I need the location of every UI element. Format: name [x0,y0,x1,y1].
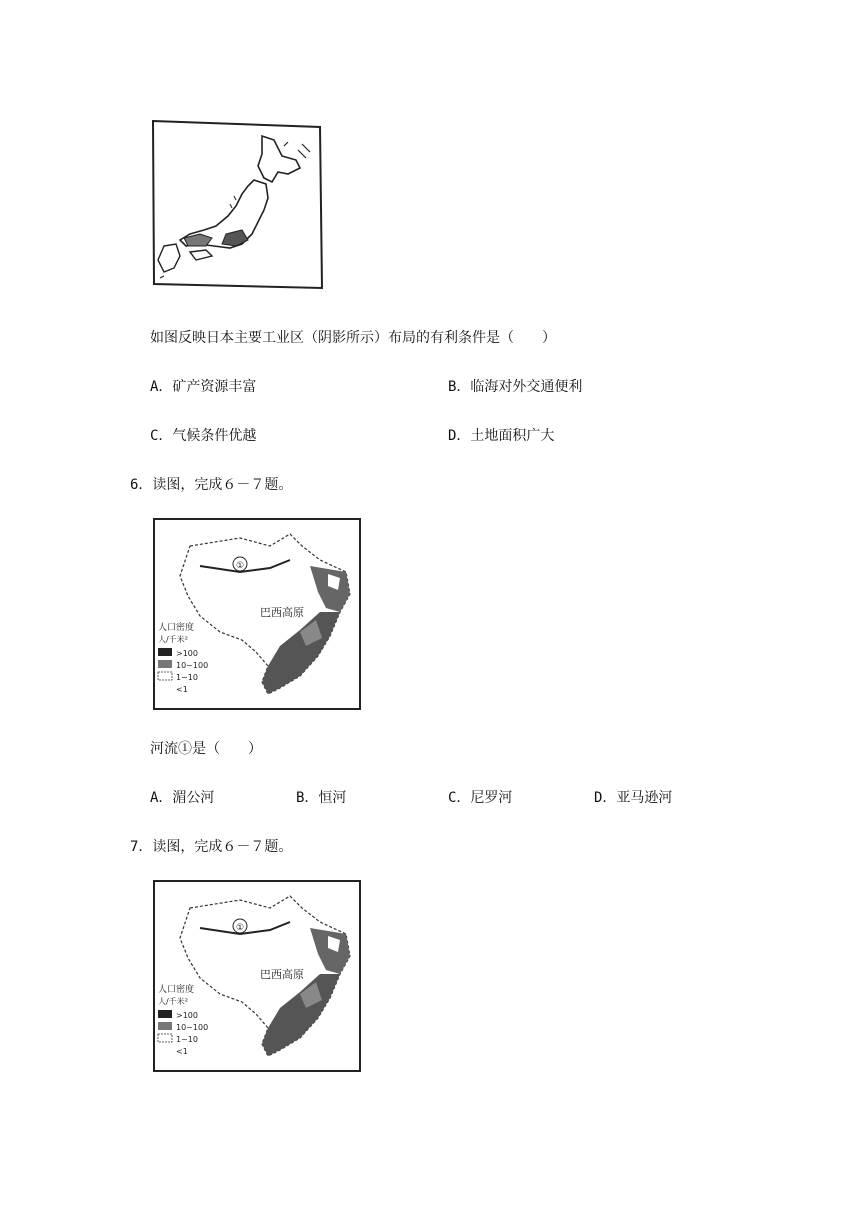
q6-heading: 6．读图，完成６－７题。 [130,477,293,493]
legend-title: 人口密度 [158,623,195,633]
q6-option-d[interactable]: D．亚马逊河 [594,790,673,806]
legend-title-2: 人口密度 [158,985,195,995]
brazil-map-figure-2 [150,878,364,1074]
circled-number-label: ① [236,561,245,571]
q6-option-b[interactable]: B．恒河 [296,790,347,806]
legend-item-4b: <1 [176,1047,188,1056]
q5-stem: 如图反映日本主要工业区（阴影所示）布局的有利条件是（ ） [150,330,556,346]
legend-item-2: 10~100 [176,661,209,670]
japan-map-image [150,118,326,290]
legend-item-3: 1~10 [176,673,198,682]
japan-map-figure [150,118,326,290]
brazil-map-figure-1 [150,516,364,712]
circled-number-label-2: ① [236,923,245,933]
q5-option-c[interactable]: C．气候条件优越 [150,428,257,444]
q5-option-d[interactable]: D．土地面积广大 [448,428,555,444]
q5-option-b[interactable]: B．临海对外交通便利 [448,379,583,395]
brazil-map-image [150,516,364,712]
legend-item-1b: >100 [176,1011,198,1020]
brazil-map-image-2 [150,878,364,1074]
legend-unit: 人/千米² [158,635,188,644]
legend-item-1: >100 [176,649,198,658]
q6-option-a[interactable]: A．湄公河 [150,790,215,806]
plateau-label: 巴西高原 [260,606,304,619]
legend-unit-2: 人/千米² [158,997,188,1006]
legend-item-2b: 10~100 [176,1023,209,1032]
q6-stem: 河流①是（ ） [150,741,262,757]
legend-item-3b: 1~10 [176,1035,198,1044]
legend-item-4: <1 [176,685,188,694]
q5-option-a[interactable]: A．矿产资源丰富 [150,379,257,395]
plateau-label-2: 巴西高原 [260,968,304,981]
q7-heading: 7．读图，完成６－７题。 [130,839,293,855]
q6-option-c[interactable]: C．尼罗河 [448,790,513,806]
